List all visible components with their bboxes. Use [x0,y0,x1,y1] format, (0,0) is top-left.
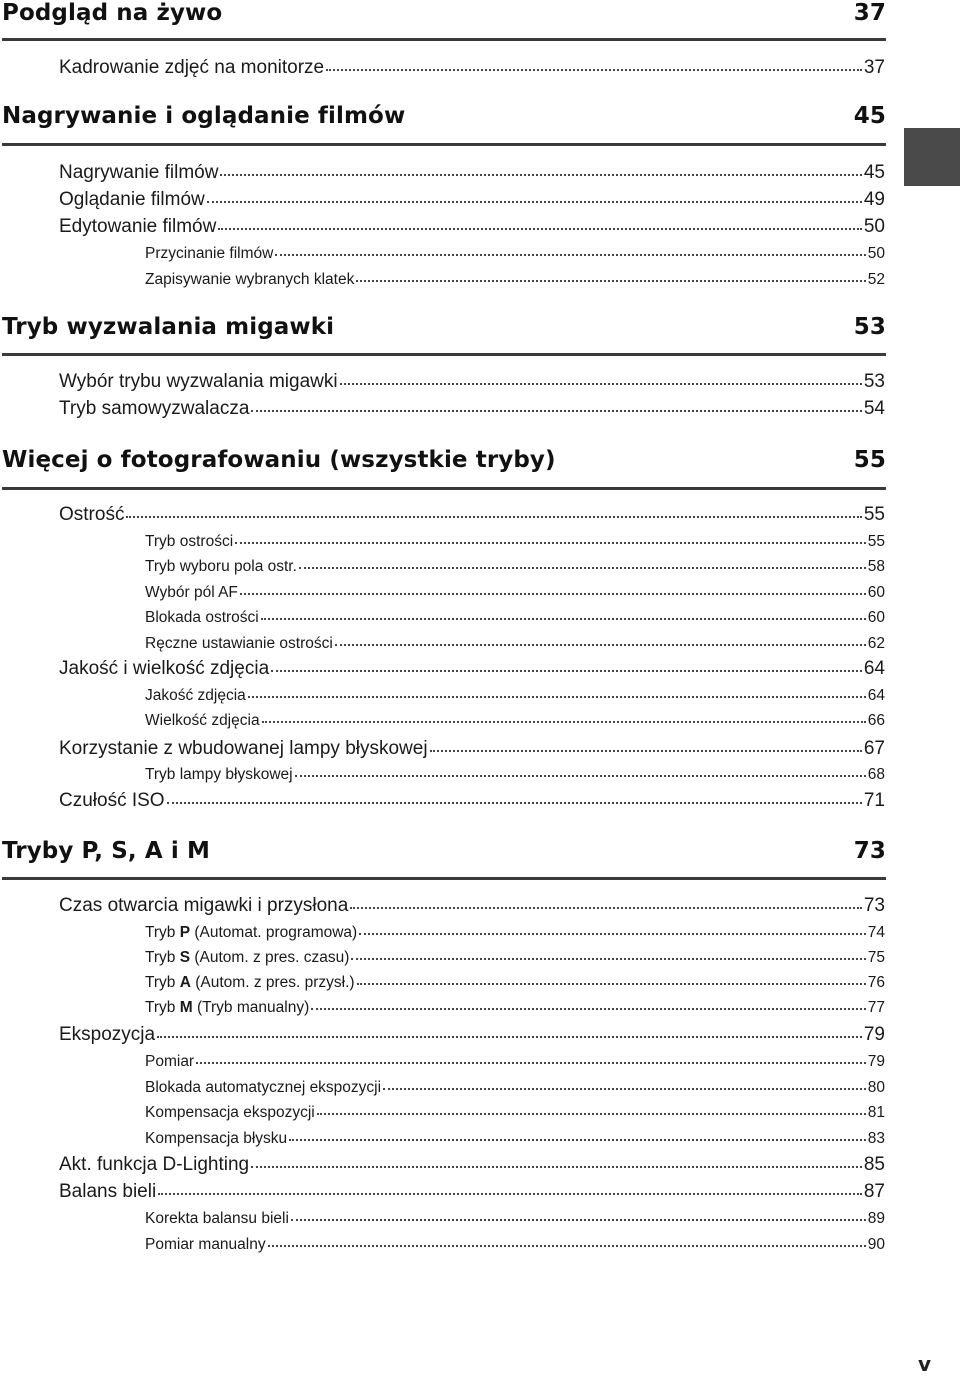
entry-label [145,245,273,263]
entry-text: Kadrowanie zdjęć na monitorze [59,57,325,78]
entry-text: Nagrywanie filmów [59,162,219,183]
entry-text-suffix: (Tryb manualny) [192,999,310,1016]
entry-page: 49 [863,189,885,210]
entry-text: Pomiar [145,1053,195,1070]
entry-text: Edytowanie filmów [59,216,217,237]
section-page: 73 [853,838,886,864]
entry-page: 54 [863,398,885,419]
toc-entry[interactable] [59,895,885,917]
entry-page: 50 [867,245,885,262]
toc-subentry[interactable] [145,584,885,602]
entry-page: 89 [867,1210,885,1227]
entry-label [145,974,355,992]
dot-leader [248,695,866,698]
section-rule [2,38,886,41]
dot-leader [268,1244,866,1247]
section-heading[interactable] [2,314,886,340]
entry-label [59,189,205,211]
dot-leader [220,173,861,176]
toc-entry[interactable] [59,738,885,760]
entry-text: Jakość zdjęcia [145,687,246,704]
section-heading[interactable] [2,838,886,864]
toc-entry[interactable] [59,658,885,680]
entry-text: Tryb [145,924,180,941]
toc-subentry[interactable] [145,1053,885,1071]
entry-label [145,584,238,602]
entry-text: Tryb [145,974,180,991]
entry-text: Tryb samowyzwalacza [59,398,250,419]
entry-page: 64 [867,687,885,704]
entry-page: 83 [867,1130,885,1147]
toc-entry[interactable] [59,216,885,238]
toc-entry[interactable] [59,790,885,812]
entry-label [59,371,338,393]
entry-label [145,999,309,1017]
entry-text: Ostrość [59,504,125,525]
dot-leader [157,1035,862,1038]
toc-subentry[interactable] [145,558,885,576]
toc-subentry[interactable] [145,1079,885,1097]
entry-text: Wielkość zdjęcia [145,712,260,729]
entry-label [59,57,324,79]
entry-text: Balans bieli [59,1181,157,1202]
dot-leader [275,253,865,256]
entry-page: 75 [867,949,885,966]
entry-page: 62 [867,635,885,652]
section-heading[interactable] [2,447,886,473]
dot-leader [196,1061,866,1064]
toc-subentry[interactable] [145,635,885,653]
section-rule [2,143,886,146]
toc-subentry[interactable] [145,609,885,627]
dot-leader [262,720,866,723]
toc-entry[interactable] [59,371,885,393]
entry-page: 60 [867,584,885,601]
entry-page: 45 [863,162,885,183]
toc-subentry[interactable] [145,974,885,992]
section-heading[interactable] [2,103,886,129]
entry-label [145,712,260,730]
section-rule [2,877,886,880]
dot-leader [356,279,865,282]
toc-subentry[interactable] [145,949,885,967]
entry-text: Korzystanie z wbudowanej lampy błyskowej [59,738,428,759]
dot-leader [430,749,862,752]
entry-page: 37 [863,57,885,78]
entry-text: Blokada ostrości [145,609,259,626]
entry-text-suffix: (Automat. programowa) [190,924,358,941]
section-page: 37 [853,0,886,26]
entry-text: Tryb lampy błyskowej [145,766,293,783]
dot-leader [335,643,866,646]
section-title: Podgląd na żywo [2,0,223,26]
section-title: Tryb wyzwalania migawki [2,314,335,340]
dot-leader [240,592,866,595]
entry-label [59,162,218,184]
page-number: v [918,1352,932,1376]
dot-leader [383,1087,866,1090]
mode-letter: M [179,999,193,1016]
dot-leader [261,617,866,620]
section-title: Nagrywanie i oglądanie filmów [2,103,406,129]
entry-label [145,1130,287,1148]
dot-leader [158,1192,862,1195]
dot-leader [350,906,862,909]
toc-entry[interactable] [59,57,885,79]
entry-page: 73 [863,895,885,916]
entry-label [145,558,297,576]
entry-page: 81 [867,1104,885,1121]
dot-leader [126,515,861,518]
dot-leader [351,957,865,960]
section-heading[interactable] [2,0,886,26]
entry-page: 55 [863,504,885,525]
dot-leader [289,1138,866,1141]
entry-page: 80 [867,1079,885,1096]
entry-text-suffix: (Autom. z pres. czasu) [190,949,350,966]
section-page: 55 [853,447,886,473]
dot-leader [299,566,866,569]
entry-page: 76 [867,974,885,991]
dot-leader [359,932,866,935]
toc-entry[interactable] [59,1181,885,1203]
entry-label [59,216,216,238]
entry-page: 66 [867,712,885,729]
entry-text: Zapisywanie wybranych klatek [145,271,355,288]
entry-text: Przycinanie filmów [145,245,274,262]
entry-text: Akt. funkcja D-Lighting [59,1154,250,1175]
entry-page: 67 [863,738,885,759]
dot-leader [357,982,866,985]
toc-entry[interactable] [59,398,885,420]
entry-label [59,1024,155,1046]
section-page: 53 [853,314,886,340]
entry-text: Oglądanie filmów [59,189,205,210]
entry-label [145,609,259,627]
entry-label [145,1104,315,1122]
entry-text: Blokada automatycznej ekspozycji [145,1079,382,1096]
entry-label [145,1079,381,1097]
dot-leader [251,409,861,412]
dot-leader [326,68,862,71]
entry-page: 77 [867,999,885,1016]
entry-label [145,635,333,653]
entry-text: Kompensacja ekspozycji [145,1104,315,1121]
toc-subentry[interactable] [145,1210,885,1228]
entry-text: Czułość ISO [59,790,165,811]
entry-text: Wybór pól AF [145,584,238,601]
dot-leader [271,669,862,672]
entry-text: Tryb [145,999,180,1016]
dot-leader [311,1007,866,1010]
entry-page: 53 [863,371,885,392]
toc-subentry[interactable] [145,999,885,1017]
entry-text: Tryb [145,949,180,966]
toc-entry[interactable] [59,189,885,211]
entry-text-suffix: (Autom. z pres. przysł.) [190,974,355,991]
entry-text: Pomiar manualny [145,1236,266,1253]
dot-leader [291,1218,866,1221]
dot-leader [235,541,866,544]
entry-page: 60 [867,609,885,626]
entry-page: 58 [867,558,885,575]
entry-label [145,1236,266,1254]
mode-letter: P [179,924,191,941]
dot-leader [295,774,866,777]
entry-page: 87 [863,1181,885,1202]
chapter-tab-marker [904,128,960,186]
toc-subentry[interactable] [145,924,885,942]
toc-entry[interactable] [59,162,885,184]
toc-subentry[interactable] [145,1130,885,1148]
entry-label [145,533,233,551]
entry-page: 64 [863,658,885,679]
toc-entry[interactable] [59,504,885,526]
toc-entry[interactable] [59,1024,885,1046]
toc-subentry[interactable] [145,1104,885,1122]
toc-subentry[interactable] [145,245,885,263]
section-rule [2,353,886,356]
entry-text: Korekta balansu bieli [145,1210,289,1227]
entry-label [59,738,428,760]
entry-label [59,504,124,526]
entry-label [145,766,293,784]
entry-label [59,1154,249,1176]
entry-text: Ekspozycja [59,1024,156,1045]
dot-leader [340,382,862,385]
dot-leader [251,1165,862,1168]
entry-label [145,271,354,289]
entry-label [145,1210,289,1228]
entry-text: Jakość i wielkość zdjęcia [59,658,270,679]
entry-page: 50 [863,216,885,237]
entry-page: 74 [867,924,885,941]
toc-subentry[interactable] [145,687,885,705]
entry-label [59,895,348,917]
section-rule [2,487,886,490]
dot-leader [317,1112,866,1115]
entry-page: 85 [863,1154,885,1175]
entry-text: Kompensacja błysku [145,1130,288,1147]
entry-label [59,1181,156,1203]
entry-label [145,687,246,705]
entry-page: 90 [867,1236,885,1253]
entry-text: Tryb ostrości [145,533,234,550]
entry-page: 52 [867,271,885,288]
toc-entry[interactable] [59,1154,885,1176]
entry-text: Czas otwarcia migawki i przysłona [59,895,349,916]
entry-text: Tryb wyboru pola ostr. [145,558,297,575]
entry-label [145,949,349,967]
entry-text: Wybór trybu wyzwalania migawki [59,371,338,392]
mode-letter: S [179,949,191,966]
dot-leader [218,227,862,230]
section-page: 45 [853,103,886,129]
entry-label [59,398,249,420]
entry-label [59,790,165,812]
entry-page: 79 [863,1024,885,1045]
toc-subentry[interactable] [145,766,885,784]
entry-label [145,924,357,942]
entry-page: 79 [867,1053,885,1070]
section-title: Tryby P, S, A i M [2,838,210,864]
entry-label [145,1053,194,1071]
dot-leader [207,200,862,203]
entry-page: 71 [863,790,885,811]
dot-leader [167,801,862,804]
entry-label [59,658,269,680]
toc-subentry[interactable] [145,533,885,551]
entry-text: Ręczne ustawianie ostrości [145,635,333,652]
entry-page: 68 [867,766,885,783]
section-title: Więcej o fotografowaniu (wszystkie tryby) [2,447,556,473]
toc-subentry[interactable] [145,712,885,730]
mode-letter: A [179,974,191,991]
toc-subentry[interactable] [145,271,885,289]
toc-subentry[interactable] [145,1236,885,1254]
entry-page: 55 [867,533,885,550]
